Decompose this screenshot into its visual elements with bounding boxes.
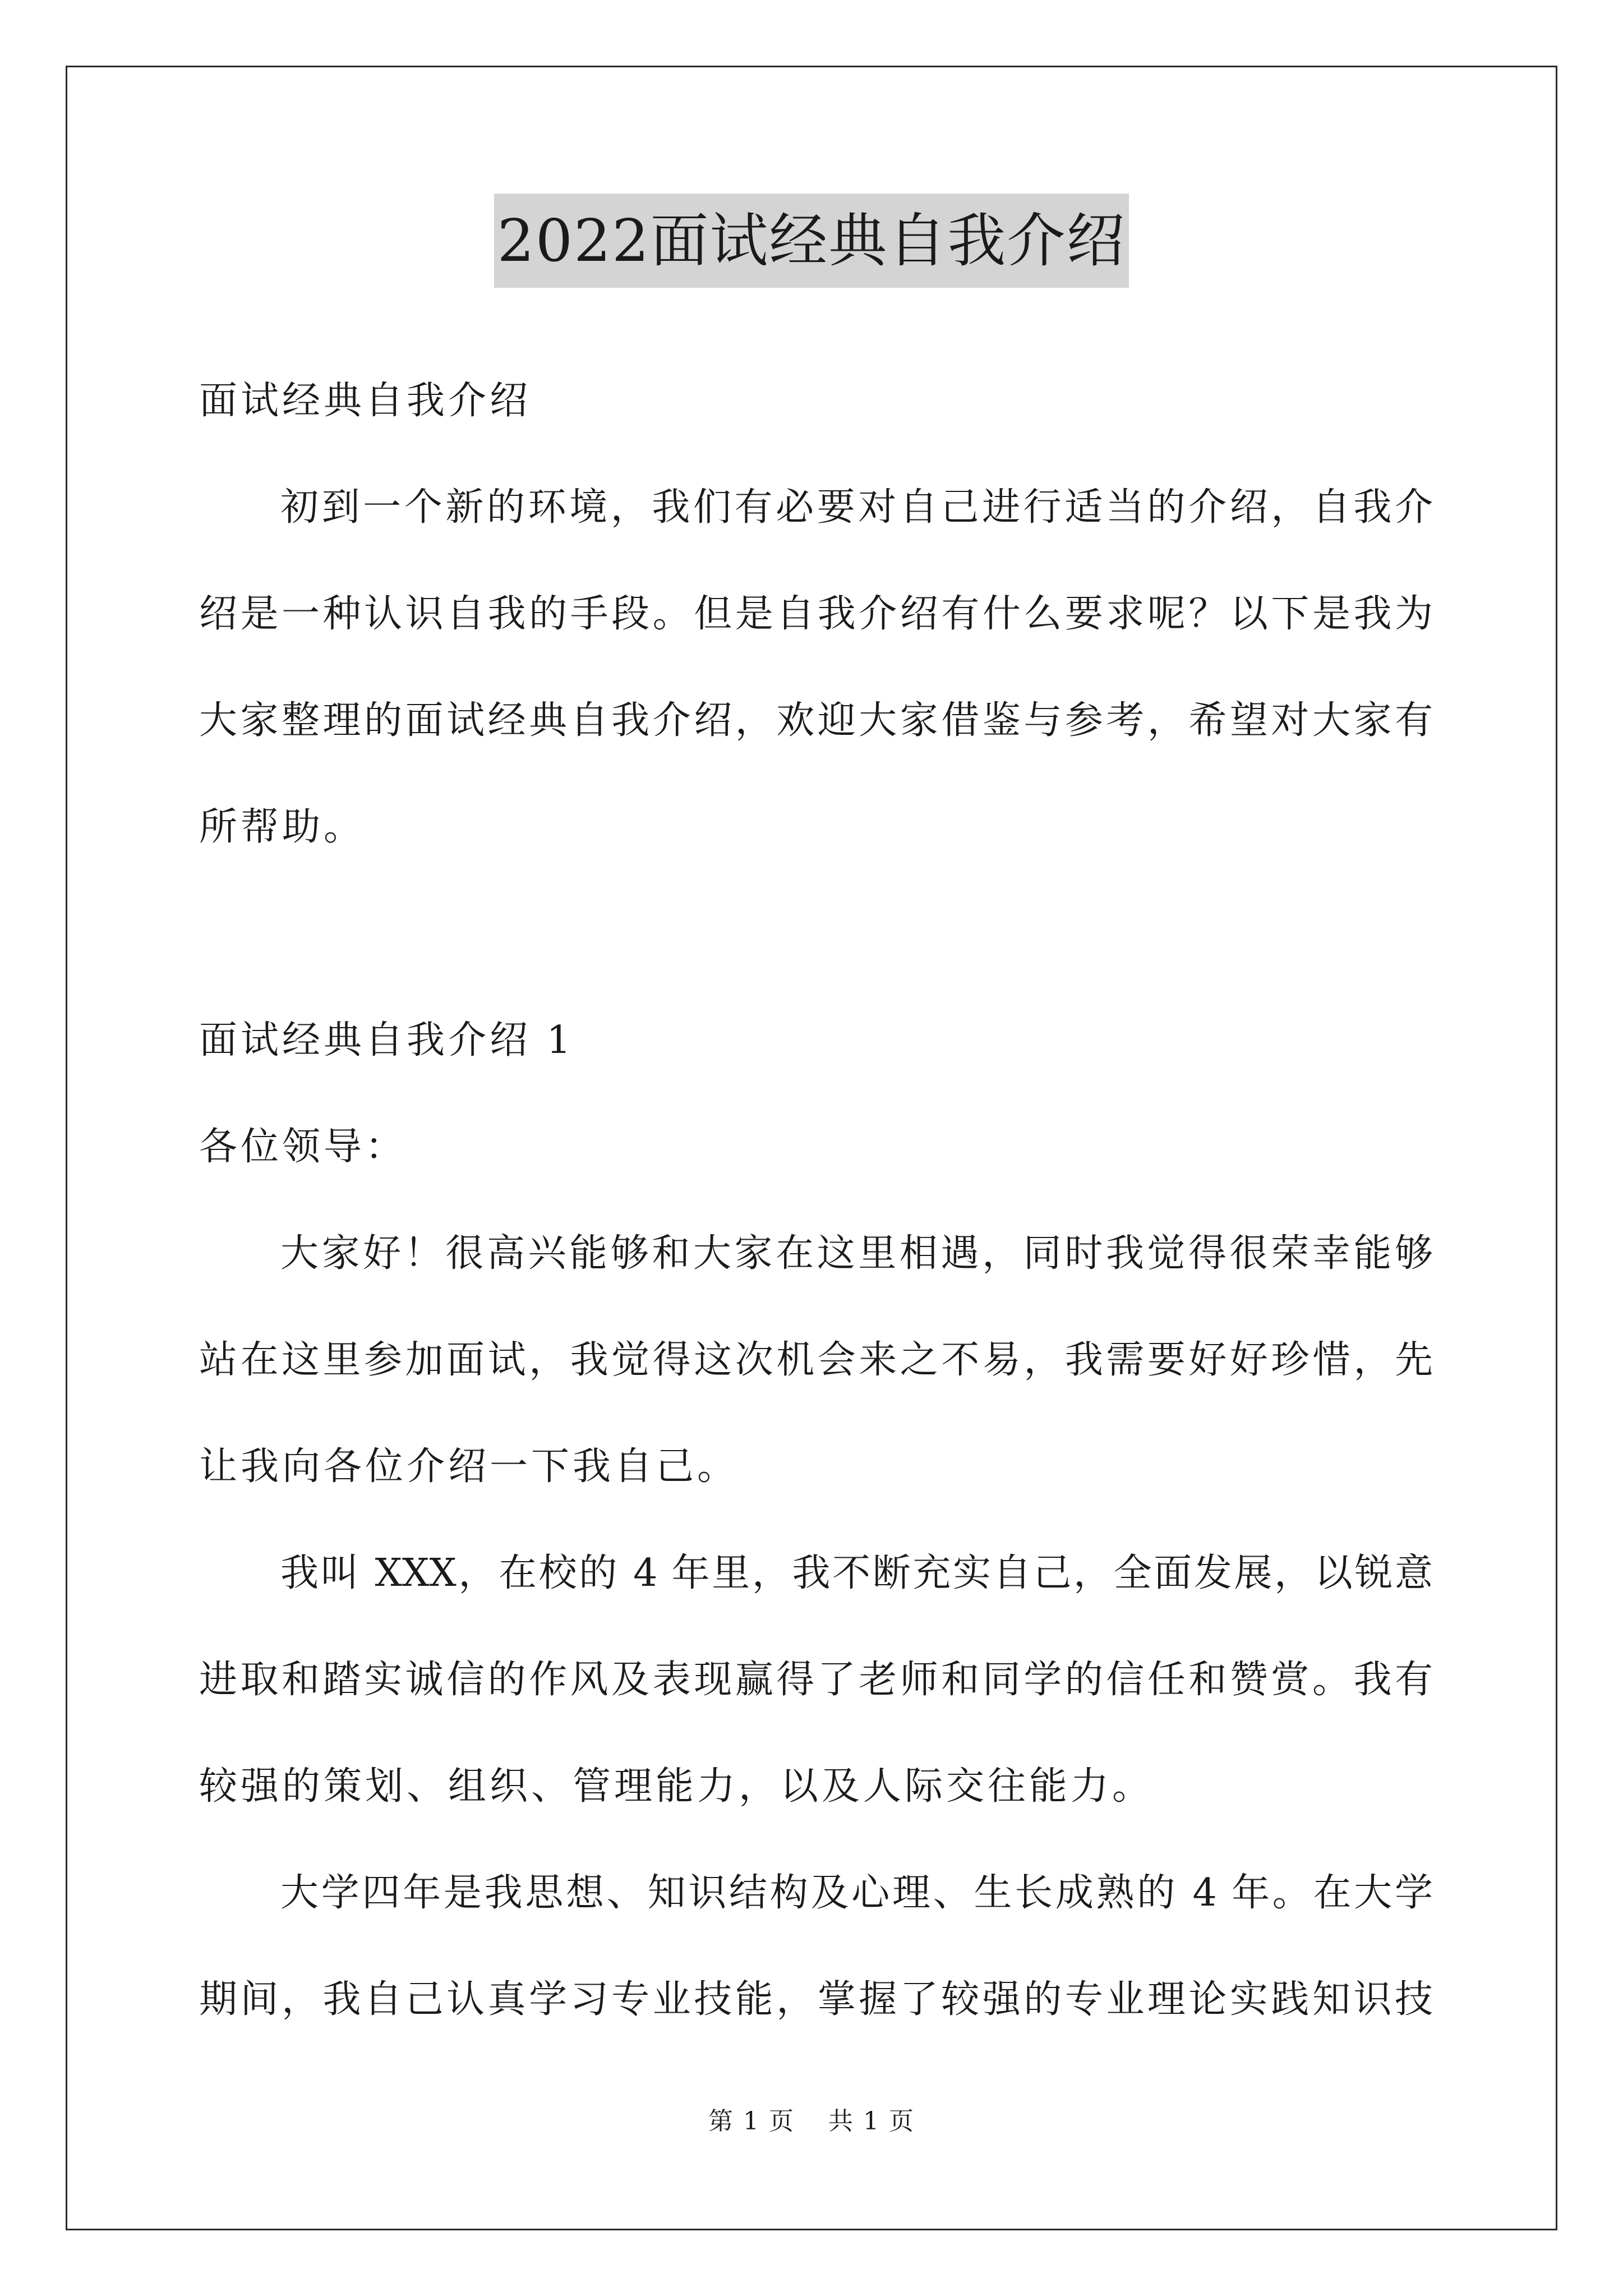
page-number: 第 1 页 xyxy=(708,2107,795,2136)
paragraph-line: 让我向各位介绍一下我自己。 xyxy=(199,1444,739,1489)
paragraph-line: 大学四年是我思想、知识结构及心理、生长成熟的 4 年。在大学 xyxy=(280,1871,1433,1915)
page-footer xyxy=(0,2105,1623,2138)
salutation: 各位领导： xyxy=(199,1125,407,1169)
paragraph-line: 较强的策划、组织、管理能力，以及人际交往能力。 xyxy=(199,1764,1154,1809)
paragraph-line: 大家好！很高兴能够和大家在这里相遇，同时我觉得很荣幸能够 xyxy=(280,1231,1433,1276)
section-heading: 面试经典自我介绍 1 xyxy=(199,1018,574,1062)
paragraph-line: 大家整理的面试经典自我介绍，欢迎大家借鉴与参考，希望对大家有 xyxy=(199,698,1433,743)
paragraph-line: 绍是一种认识自我的手段。但是自我介绍有什么要求呢？以下是我为 xyxy=(199,592,1433,636)
paragraph-line: 我叫 XXX，在校的 4 年里，我不断充实自己，全面发展，以锐意 xyxy=(280,1551,1433,1595)
paragraph-line: 所帮助。 xyxy=(199,805,366,849)
paragraph-line: 期间，我自己认真学习专业技能，掌握了较强的专业理论实践知识技 xyxy=(199,1977,1433,2022)
paragraph-line: 初到一个新的环境，我们有必要对自己进行适当的介绍，自我介 xyxy=(280,485,1433,530)
page-total: 共 1 页 xyxy=(828,2107,915,2136)
paragraph-line: 站在这里参加面试，我觉得这次机会来之不易，我需要好好珍惜，先 xyxy=(199,1338,1433,1382)
document-title: 2022面试经典自我介绍 xyxy=(494,194,1129,288)
paragraph-line: 进取和踏实诚信的作风及表现赢得了老师和同学的信任和赞赏。我有 xyxy=(199,1658,1433,1702)
document-body xyxy=(199,348,1433,2053)
title-container xyxy=(0,194,1623,288)
blank-line xyxy=(199,881,1433,987)
section-heading: 面试经典自我介绍 xyxy=(199,379,532,423)
